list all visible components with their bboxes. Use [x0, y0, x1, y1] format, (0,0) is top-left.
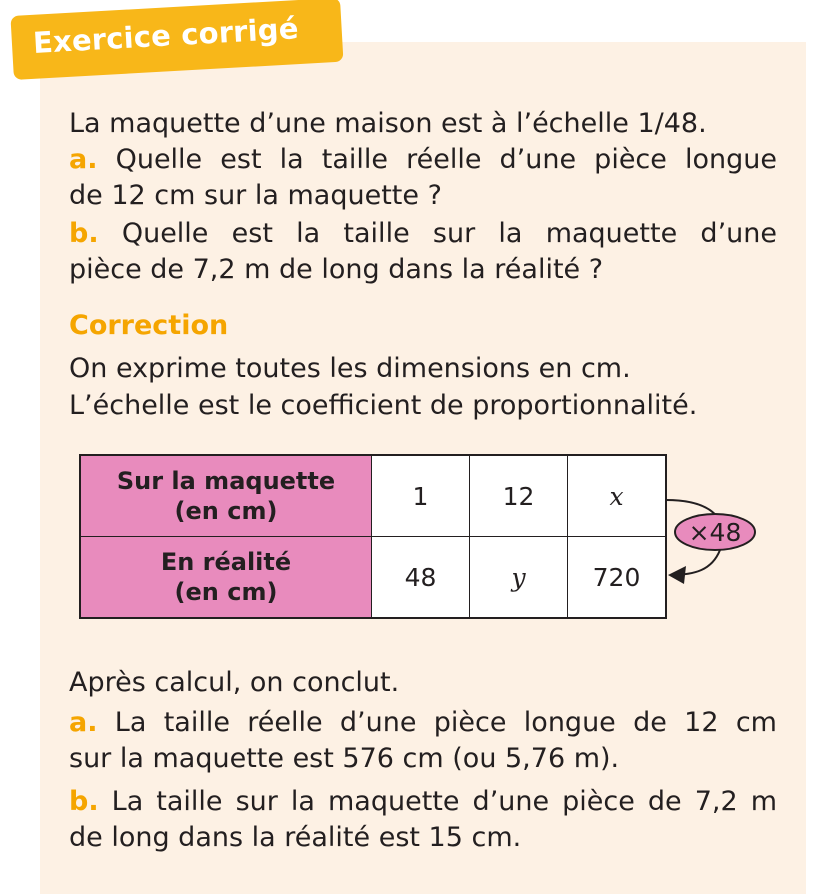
- proportionality-table: [79, 454, 667, 619]
- table-cell-variable-x: x: [568, 455, 667, 537]
- question-b-text: Quelle est la taille sur la maquette d’une: [121, 218, 777, 249]
- row-header-reality: [80, 537, 372, 619]
- table-row-reality: [80, 537, 666, 619]
- answer-a-line2: sur la maquette est 576 cm (ou 5,76 m).: [69, 743, 620, 774]
- table-cell-variable-y: y: [470, 537, 568, 619]
- answer-a-marker: a.: [69, 707, 98, 738]
- table-row-model: [80, 455, 666, 537]
- table-cell: 48: [372, 537, 470, 619]
- question-b-line1: [69, 216, 777, 252]
- answer-b-text: La taille sur la maquette d’une pièce de 7,2 m: [111, 786, 777, 817]
- multiplier-label: ×48: [688, 518, 742, 547]
- exercise-title: Exercice corrigé: [32, 11, 300, 61]
- correction-heading: Correction: [69, 310, 229, 341]
- answer-b-marker: b.: [69, 786, 99, 817]
- arrow-head-icon: [668, 566, 686, 584]
- row-header-model: [80, 455, 372, 537]
- answer-b-line2: de long dans la réalité est 15 cm.: [69, 822, 522, 853]
- table-cell: 720: [568, 537, 667, 619]
- table-cell: 12: [470, 455, 568, 537]
- question-a-marker: a.: [69, 144, 98, 175]
- multiplier-arrow: [640, 480, 770, 590]
- row-header-model-line2: (en cm): [174, 497, 278, 525]
- correction-line1: On exprime toutes les dimensions en cm.: [69, 353, 631, 384]
- answer-b-line1: [69, 784, 777, 820]
- correction-line2: L’échelle est le coefficient de proportionnalité.: [69, 390, 698, 421]
- conclusion-intro: Après calcul, on conclut.: [69, 667, 400, 698]
- answer-a-line1: [69, 705, 777, 741]
- row-header-reality-line2: (en cm): [174, 578, 278, 606]
- question-a-line1: [69, 142, 777, 178]
- question-b-line2: pièce de 7,2 m de long dans la réalité ?: [69, 254, 604, 285]
- row-header-model-line1: Sur la maquette: [116, 467, 336, 495]
- question-a-line2: de 12 cm sur la maquette ?: [69, 180, 442, 211]
- row-header-reality-line1: En réalité: [160, 548, 292, 576]
- answer-a-text: La taille réelle d’une pièce longue de 12 cm: [114, 707, 777, 738]
- table-cell: 1: [372, 455, 470, 537]
- statement-intro: La maquette d’une maison est à l’échelle 1/48.: [69, 108, 707, 139]
- question-b-marker: b.: [69, 218, 99, 249]
- question-a-text: Quelle est la taille réelle d’une pièce longue: [115, 144, 777, 175]
